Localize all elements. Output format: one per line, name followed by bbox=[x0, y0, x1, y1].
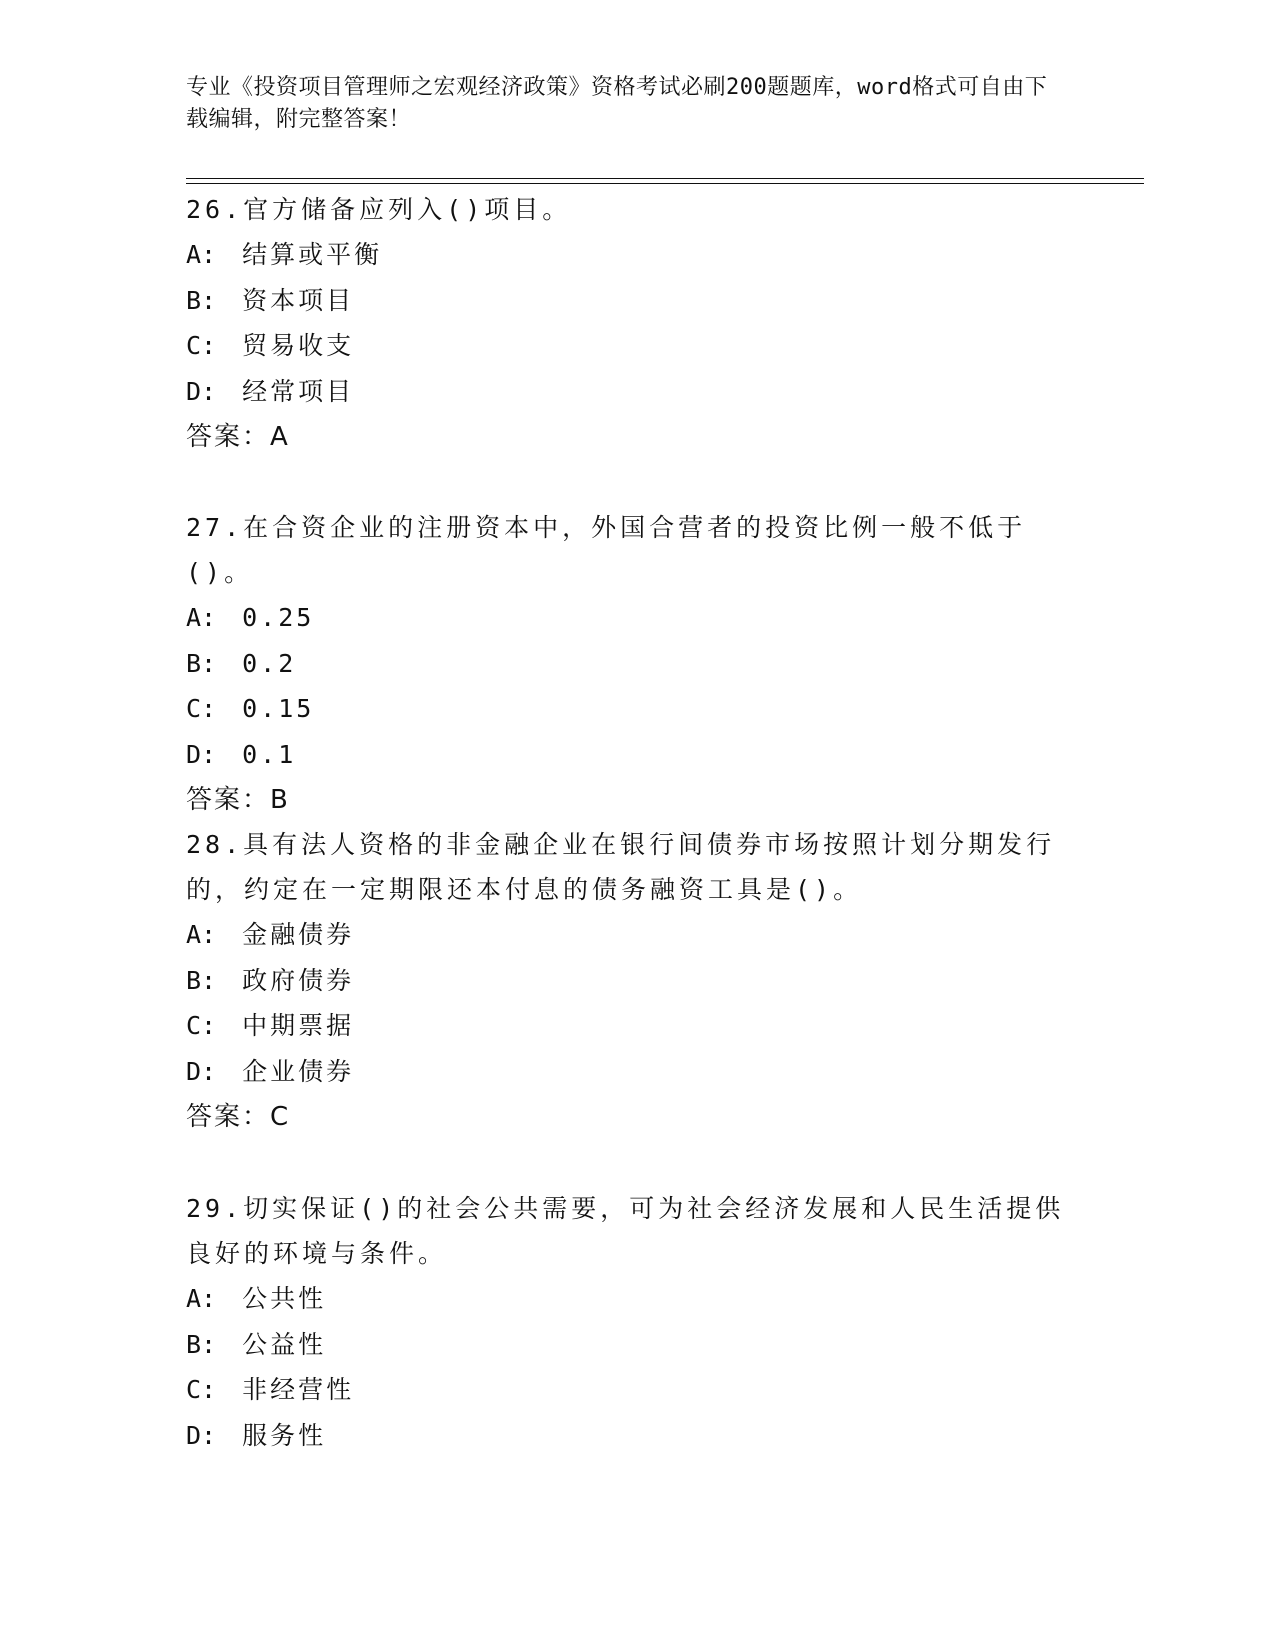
option-d bbox=[186, 1049, 1086, 1095]
option-text: 金融债券 bbox=[242, 920, 355, 949]
option-letter: D: bbox=[186, 1420, 217, 1450]
option-text: 结算或平衡 bbox=[242, 240, 383, 269]
option-text: 企业债券 bbox=[242, 1056, 355, 1086]
option-c bbox=[186, 1367, 1086, 1413]
option-letter: C: bbox=[186, 331, 217, 360]
answer-line: 答案：C bbox=[186, 1102, 291, 1132]
option-letter: B: bbox=[186, 965, 217, 995]
question-27 bbox=[186, 505, 1086, 823]
option-text: 公益性 bbox=[242, 1329, 327, 1359]
option-letter: A: bbox=[186, 603, 217, 632]
option-a bbox=[186, 595, 1086, 641]
document-header: 专业《投资项目管理师之宏观经济政策》资格考试必刷200题题库，word格式可自由下载编辑，附完整答案！ bbox=[186, 75, 1048, 132]
option-c bbox=[186, 323, 1086, 369]
option-text: 经常项目 bbox=[242, 376, 355, 406]
question-stem: 27.在合资企业的注册资本中，外国合营者的投资比例一般不低于()。 bbox=[186, 513, 1027, 587]
option-letter: B: bbox=[186, 1329, 217, 1359]
option-text: 服务性 bbox=[242, 1420, 327, 1450]
option-letter: B: bbox=[186, 285, 217, 315]
question-28 bbox=[186, 822, 1086, 1140]
option-letter: A: bbox=[186, 240, 217, 269]
option-letter: C: bbox=[186, 1011, 217, 1040]
option-letter: C: bbox=[186, 1375, 217, 1404]
option-a bbox=[186, 232, 1086, 278]
answer-line: 答案：B bbox=[186, 785, 290, 815]
option-letter: D: bbox=[186, 739, 217, 769]
option-text: 0.15 bbox=[242, 694, 315, 723]
option-c bbox=[186, 1003, 1086, 1049]
question-26 bbox=[186, 187, 1086, 460]
question-stem: 26.官方储备应列入()项目。 bbox=[186, 195, 572, 224]
option-letter: B: bbox=[186, 648, 217, 678]
answer-line: 答案：A bbox=[186, 422, 290, 452]
option-b bbox=[186, 958, 1086, 1004]
option-text: 贸易收支 bbox=[242, 331, 355, 360]
option-a bbox=[186, 912, 1086, 958]
option-text: 0.1 bbox=[242, 739, 297, 769]
option-letter: D: bbox=[186, 1056, 217, 1086]
option-text: 政府债券 bbox=[242, 965, 355, 995]
option-d bbox=[186, 732, 1086, 778]
header-rule-bottom bbox=[186, 183, 1144, 184]
header-rule-top bbox=[186, 178, 1144, 179]
option-text: 0.2 bbox=[242, 648, 297, 678]
option-text: 0.25 bbox=[242, 603, 315, 632]
option-a bbox=[186, 1276, 1086, 1322]
option-c bbox=[186, 686, 1086, 732]
option-d bbox=[186, 1413, 1086, 1459]
option-b bbox=[186, 641, 1086, 687]
option-letter: A: bbox=[186, 1284, 217, 1313]
question-29 bbox=[186, 1186, 1086, 1458]
option-letter: C: bbox=[186, 694, 217, 723]
option-letter: D: bbox=[186, 376, 217, 406]
option-letter: A: bbox=[186, 920, 217, 949]
option-b bbox=[186, 1322, 1086, 1368]
option-d bbox=[186, 369, 1086, 415]
option-b bbox=[186, 278, 1086, 324]
option-text: 公共性 bbox=[242, 1284, 327, 1313]
option-text: 资本项目 bbox=[242, 285, 355, 315]
option-text: 中期票据 bbox=[242, 1011, 355, 1040]
question-stem: 29.切实保证()的社会公共需要，可为社会经济发展和人民生活提供良好的环境与条件。 bbox=[186, 1194, 1065, 1268]
question-stem: 28.具有法人资格的非金融企业在银行间债券市场按照计划分期发行的，约定在一定期限还本付息的债务融资工具是()。 bbox=[186, 830, 1056, 904]
option-text: 非经营性 bbox=[242, 1375, 355, 1404]
